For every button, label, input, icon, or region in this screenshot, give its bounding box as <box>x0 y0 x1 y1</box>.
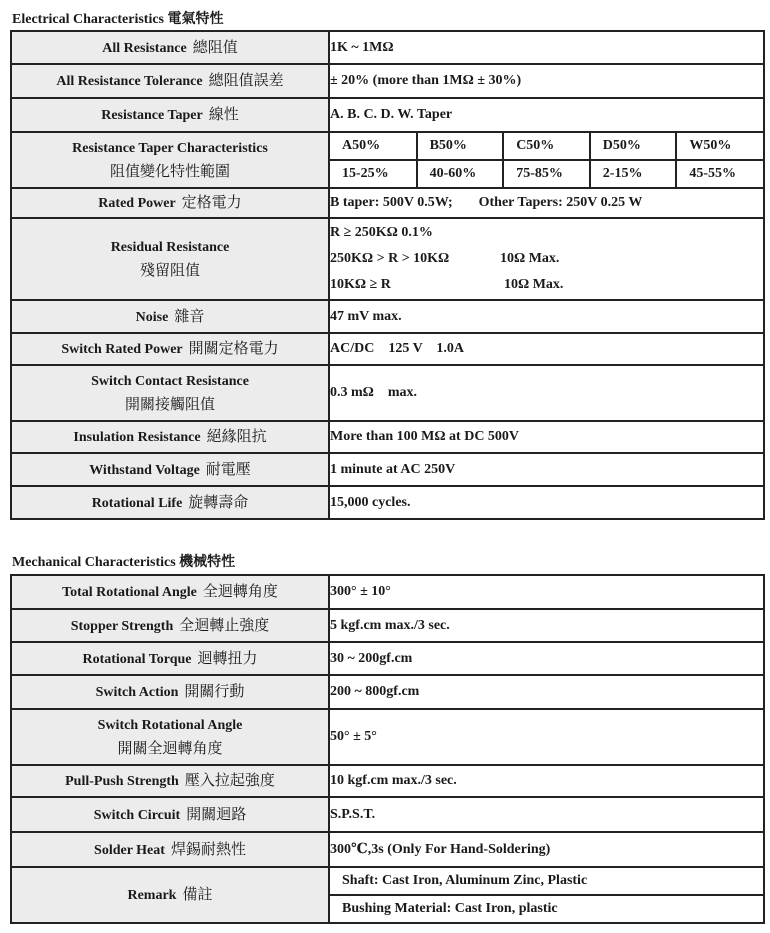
table-row <box>11 333 764 365</box>
range-cell: 45-55% <box>676 160 763 187</box>
taper-cell: W50% <box>676 133 763 160</box>
range-cell: 2-15% <box>590 160 677 187</box>
table-row <box>11 421 764 453</box>
range-cell: 40-60% <box>417 160 504 187</box>
table-row <box>11 797 764 832</box>
taper-cell: B50% <box>417 133 504 160</box>
label-zh: 線性 <box>208 105 239 123</box>
row-value: More than 100 MΩ at DC 500V <box>329 421 764 453</box>
taper-grid-cell <box>329 132 764 188</box>
table-row <box>11 365 764 421</box>
label-zh: 總阻值 <box>192 37 238 56</box>
row-value: 1K ~ 1MΩ <box>329 31 764 64</box>
label-zh: 雜音 <box>174 306 205 325</box>
table-row <box>11 832 764 867</box>
residual-line <box>330 220 763 246</box>
residual-spec: 10Ω Max. <box>504 277 564 292</box>
row-label <box>11 132 329 188</box>
row-value: 5 kgf.cm max./3 sec. <box>329 609 764 642</box>
row-label <box>11 642 329 675</box>
row-value: ± 20% (more than 1MΩ ± 30%) <box>329 64 764 98</box>
row-label <box>11 575 329 609</box>
row-value: 47 mV max. <box>329 300 764 333</box>
electrical-section-title: Electrical Characteristics 電氣特性 <box>12 12 224 27</box>
label-en: Total Rotational Angle <box>62 585 197 600</box>
row-value: 300℃,3s (Only For Hand-Soldering) <box>329 832 764 867</box>
label-zh: 全迴轉角度 <box>202 582 278 600</box>
row-value: S.P.S.T. <box>329 797 764 832</box>
label-zh: 開關定格電力 <box>188 339 279 357</box>
label-en: Noise <box>135 309 169 325</box>
label-en: Rotational Life <box>91 495 183 511</box>
row-value: 10 kgf.cm max./3 sec. <box>329 765 764 797</box>
label-zh: 殘留阻值 <box>139 261 200 279</box>
residual-cond: 250KΩ > R > 10KΩ <box>330 251 450 266</box>
label-zh: 備註 <box>182 885 213 903</box>
range-cell: 15-25% <box>330 160 417 187</box>
row-label <box>11 797 329 832</box>
label-zh: 定格電力 <box>181 193 242 211</box>
label-en: Resistance Taper Characteristics <box>72 141 268 156</box>
row-value: A. B. C. D. W. Taper <box>329 98 764 132</box>
row-label <box>11 333 329 365</box>
table-row <box>11 218 764 300</box>
label-en: Resistance Taper <box>101 108 203 123</box>
label-en: Remark <box>127 888 177 903</box>
taper-grid <box>330 133 763 187</box>
remark-text: Bushing Material: Cast Iron, plastic <box>330 895 763 922</box>
value-part: B taper: 500V 0.5W; <box>330 195 453 210</box>
label-en: Residual Resistance <box>110 240 230 255</box>
row-label <box>11 709 329 765</box>
table-row <box>11 453 764 486</box>
label-en: Switch Contact Resistance <box>91 374 249 389</box>
label-zh: 總阻值誤差 <box>208 71 284 89</box>
label-en: Withstand Voltage <box>89 462 200 478</box>
table-row <box>11 709 764 765</box>
residual-cond: 10KΩ ≥ R <box>330 277 391 292</box>
table-row <box>11 486 764 519</box>
label-en: Rated Power <box>98 196 176 211</box>
row-label <box>11 453 329 486</box>
row-label <box>11 300 329 333</box>
row-label <box>11 98 329 132</box>
label-en: All Resistance Tolerance <box>56 74 203 89</box>
row-value <box>329 218 764 300</box>
taper-cell: D50% <box>590 133 677 160</box>
label-zh: 壓入拉起強度 <box>184 771 275 789</box>
row-label <box>11 609 329 642</box>
table-row <box>11 867 764 923</box>
row-label <box>11 188 329 218</box>
row-value: 15,000 cycles. <box>329 486 764 519</box>
table-row <box>11 98 764 132</box>
label-zh: 絕緣阻抗 <box>206 427 267 445</box>
row-value: 50° ± 5° <box>329 709 764 765</box>
label-en: Switch Circuit <box>93 807 181 823</box>
residual-line <box>330 246 763 272</box>
label-zh: 旋轉壽命 <box>188 492 249 511</box>
label-zh: 焊錫耐熱性 <box>170 839 246 858</box>
label-zh: 阻值變化特性範圍 <box>109 162 230 180</box>
table-row <box>11 64 764 98</box>
remark-text: Shaft: Cast Iron, Aluminum Zinc, Plastic <box>342 873 588 888</box>
row-value: 0.3 mΩ max. <box>329 365 764 421</box>
remark-line <box>330 895 763 922</box>
row-label <box>11 867 329 923</box>
row-label <box>11 218 329 300</box>
remark-line <box>330 868 763 895</box>
table-row <box>11 675 764 709</box>
label-en: Insulation Resistance <box>73 430 201 445</box>
residual-spec: 10Ω Max. <box>500 251 560 266</box>
row-label <box>11 31 329 64</box>
row-value: 200 ~ 800gf.cm <box>329 675 764 709</box>
row-label <box>11 421 329 453</box>
label-en: Switch Rotational Angle <box>97 718 243 733</box>
label-en: Stopper Strength <box>70 618 174 634</box>
row-value: 1 minute at AC 250V <box>329 453 764 486</box>
taper-row <box>330 133 763 160</box>
label-zh: 開關迴路 <box>186 804 247 823</box>
label-en: Rotational Torque <box>82 651 192 667</box>
value-part: Other Tapers: 250V 0.25 W <box>478 195 643 210</box>
range-row <box>330 160 763 187</box>
row-label <box>11 486 329 519</box>
label-en: Solder Heat <box>94 842 165 858</box>
row-value: 30 ~ 200gf.cm <box>329 642 764 675</box>
table-row <box>11 188 764 218</box>
label-zh: 開關接觸阻值 <box>124 395 215 413</box>
row-value: 300° ± 10° <box>329 575 764 609</box>
row-label <box>11 365 329 421</box>
row-label <box>11 675 329 709</box>
label-zh: 耐電壓 <box>205 459 251 478</box>
mechanical-section-title: Mechanical Characteristics 機械特性 <box>12 555 236 570</box>
taper-cell: A50% <box>342 138 381 153</box>
label-zh: 開關全迴轉角度 <box>117 739 223 757</box>
row-value <box>329 188 764 218</box>
table-row <box>11 765 764 797</box>
label-zh: 全迴轉止強度 <box>179 615 270 634</box>
electrical-table <box>10 30 765 520</box>
table-row <box>11 575 764 609</box>
label-en: Switch Action <box>95 685 179 700</box>
row-label <box>11 832 329 867</box>
table-row <box>11 31 764 64</box>
table-row <box>11 642 764 675</box>
residual-cond: R ≥ 250KΩ 0.1% <box>330 225 433 240</box>
label-en: All Resistance <box>102 40 187 56</box>
residual-line <box>330 272 763 298</box>
range-cell: 75-85% <box>503 160 590 187</box>
label-zh: 迴轉扭力 <box>197 648 258 667</box>
row-label <box>11 64 329 98</box>
table-row <box>11 609 764 642</box>
label-zh: 開關行動 <box>184 682 245 700</box>
taper-cell: C50% <box>503 133 590 160</box>
remark-lines <box>330 868 763 922</box>
table-row <box>11 132 764 188</box>
row-label <box>11 765 329 797</box>
table-row <box>11 300 764 333</box>
mechanical-table <box>10 574 765 924</box>
row-value: AC/DC 125 V 1.0A <box>329 333 764 365</box>
label-en: Pull-Push Strength <box>65 774 179 789</box>
label-en: Switch Rated Power <box>61 342 183 357</box>
remark-cell <box>329 867 764 923</box>
